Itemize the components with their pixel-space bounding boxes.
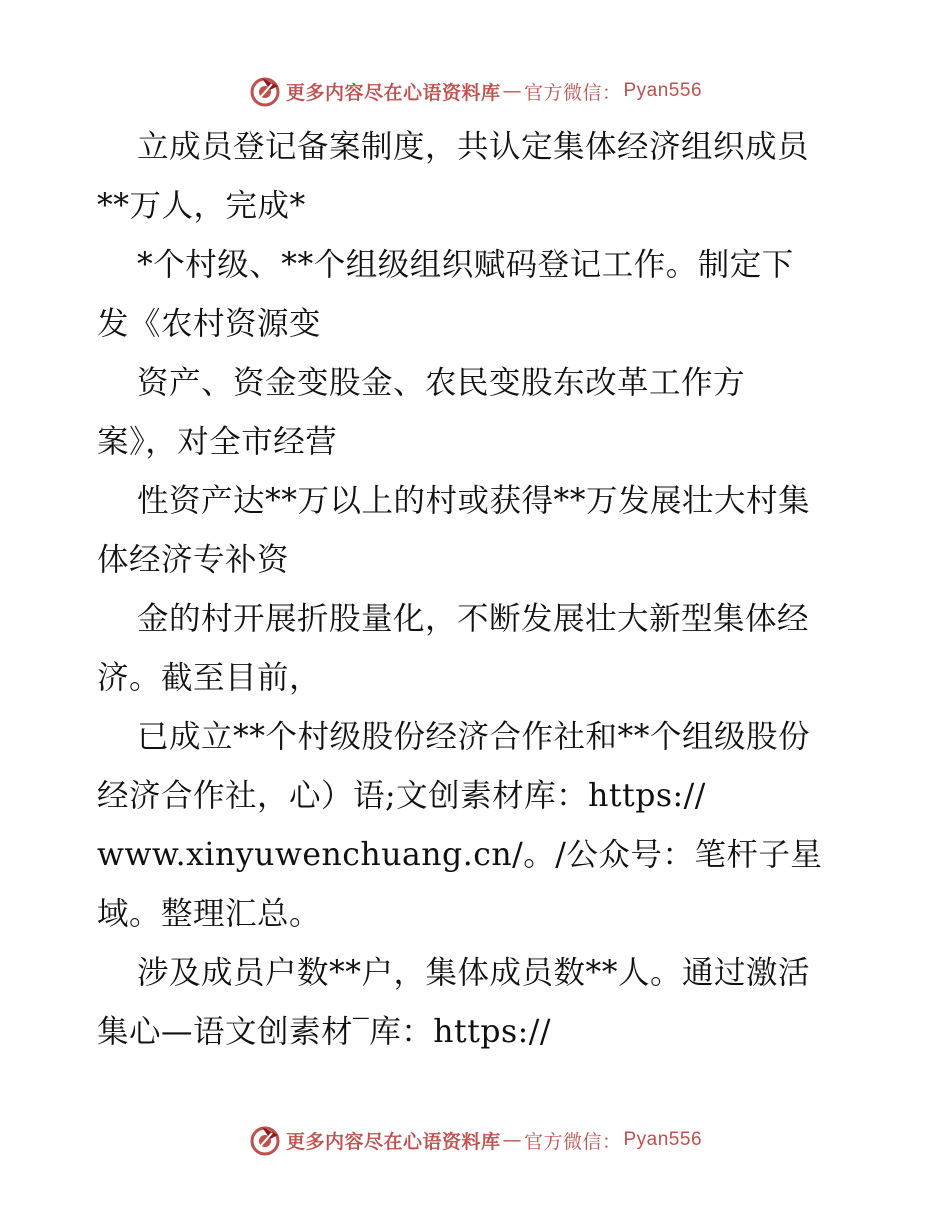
watermark-brand: 更多内容尽在心语资料库 [285, 81, 501, 104]
pen-logo-icon [248, 1123, 282, 1157]
body-line: www.xinyuwenchuang.cn/。/公众号：笔杆子星 [97, 837, 823, 873]
body-line: 集心—语文创素材‾库：https:// [97, 1014, 552, 1050]
body-line: 金的村开展折股量化，不断发展壮大新型集体经 [137, 601, 810, 637]
body-line: 发《农村资源变 [97, 306, 322, 342]
watermark-label: 官方微信： [523, 81, 622, 104]
pen-logo-icon [248, 74, 282, 108]
watermark-brand: 更多内容尽在心语资料库 [285, 1130, 501, 1153]
body-line: 体经济专补资 [97, 542, 290, 578]
body-line: 域。整理汇总。 [97, 896, 322, 932]
body-line: 涉及成员户数**户，集体成员数**人。通过激活 [137, 955, 811, 991]
watermark-dash: — [502, 80, 522, 102]
watermark-label: 官方微信： [523, 1130, 622, 1153]
body-line: 经济合作社，心）语;文创素材库：https:// [97, 778, 706, 814]
body-line: 济。截至目前， [97, 660, 322, 696]
body-line: 已成立**个村级股份经济合作社和**个组级股份 [137, 719, 811, 755]
header-watermark [0, 71, 950, 111]
document-body [97, 118, 857, 1062]
body-line: 资产、资金变股金、农民变股东改革工作方 [137, 365, 746, 401]
body-line: 立成员登记备案制度，共认定集体经济组织成员 [137, 129, 810, 165]
body-line: **万人，完成* [97, 188, 306, 224]
body-line: *个村级、**个组级组织赋码登记工作。制定下 [137, 247, 794, 283]
body-line: 性资产达**万以上的村或获得**万发展壮大村集 [137, 483, 811, 519]
watermark-wechat-id: Pyan556 [623, 1129, 703, 1150]
watermark-dash: — [502, 1129, 522, 1151]
watermark-wechat-id: Pyan556 [623, 80, 703, 101]
footer-watermark [0, 1120, 950, 1160]
body-line: 案》，对全市经营 [97, 424, 338, 460]
